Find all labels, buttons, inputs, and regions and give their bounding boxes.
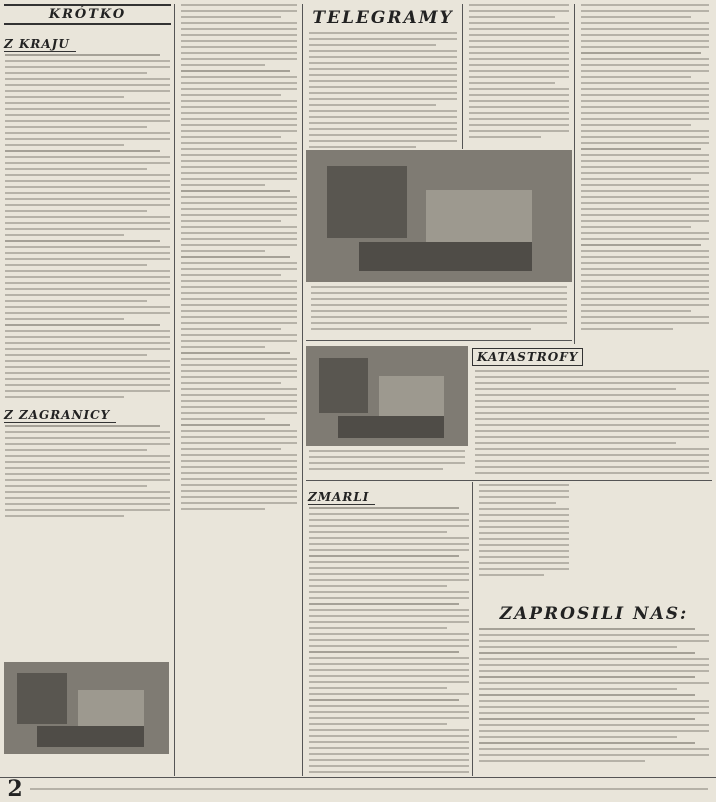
katastrofy-photo-caption (306, 450, 468, 474)
section-heading-telegramy: TELEGRAMY (312, 8, 454, 28)
column-5 (578, 4, 712, 342)
photo-credits (30, 788, 716, 790)
section-heading-katastrofy: KATASTROFY (472, 348, 583, 366)
zmarli-continued (476, 484, 572, 594)
kraj-text-block (2, 54, 173, 398)
zmarli-section (306, 484, 472, 774)
column-2 (178, 4, 300, 774)
page-number: 2 (7, 776, 23, 802)
zaprosili-section (476, 600, 712, 774)
katastrofy-section (472, 346, 712, 478)
zmarli-text-block (306, 507, 472, 774)
zagranicy-text-block (2, 425, 173, 517)
column-1 (2, 2, 173, 774)
krotko-banner: KRÓTKO (4, 4, 171, 25)
katastrofy-photo (306, 346, 468, 446)
page-footer (0, 777, 716, 800)
column-2-text-block (178, 4, 300, 510)
telegramy-text-block-right (466, 4, 572, 138)
zaprosili-text-block (476, 628, 712, 762)
column-4-top (466, 4, 572, 149)
section-heading-zagranicy: Z ZAGRANICY (4, 408, 116, 423)
column-1-photo (4, 662, 169, 754)
telegramy-text-block-left (306, 32, 460, 148)
section-heading-zaprosili: ZAPROSILI NAS: (499, 604, 689, 624)
telegramy-photo (306, 150, 572, 282)
telegramy-photo-caption (308, 286, 570, 338)
section-heading-zmarli: ZMARLI (308, 490, 375, 505)
section-heading-kraj: Z KRAJU (4, 37, 76, 52)
katastrofy-text-block (472, 370, 712, 478)
column-5-text-block (578, 4, 712, 330)
